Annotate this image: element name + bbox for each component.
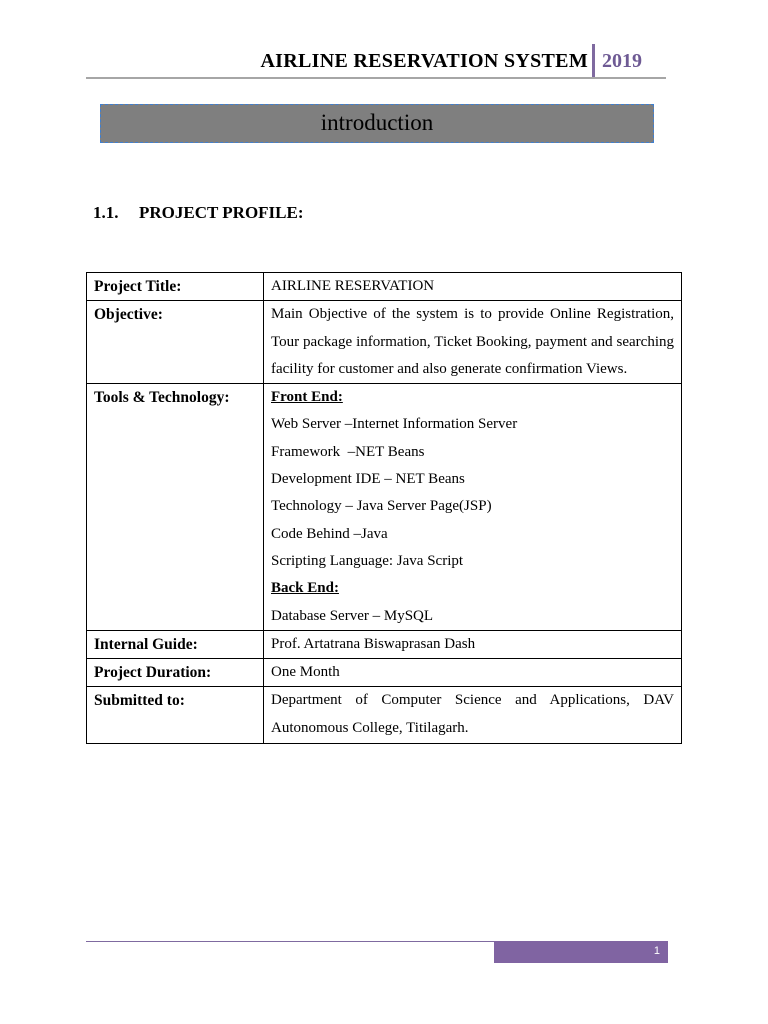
row-value bbox=[264, 384, 682, 631]
row-value: Prof. Artatrana Biswaprasan Dash bbox=[264, 630, 682, 658]
section-title: PROJECT PROFILE: bbox=[139, 203, 304, 222]
tech-item: Database Server – MySQL bbox=[271, 607, 434, 624]
row-label: Project Duration: bbox=[87, 659, 264, 687]
page-number: 1 bbox=[494, 941, 668, 963]
header-title: AIRLINE RESERVATION SYSTEM bbox=[260, 50, 588, 72]
chapter-banner: introduction bbox=[100, 104, 654, 143]
row-label: Internal Guide: bbox=[87, 630, 264, 658]
page-header bbox=[86, 42, 666, 80]
row-label: Project Title: bbox=[87, 273, 264, 301]
section-number: 1.1. bbox=[93, 203, 119, 222]
back-end-heading: Back End: bbox=[271, 580, 339, 597]
tech-item: Code Behind –Java bbox=[271, 525, 388, 542]
front-end-heading: Front End: bbox=[271, 389, 343, 406]
tech-item: Web Server –Internet Information Server bbox=[271, 416, 518, 433]
table-row bbox=[87, 273, 682, 301]
tech-item: Scripting Language: Java Script bbox=[271, 552, 464, 569]
header-year: 2019 bbox=[602, 50, 642, 72]
table-row bbox=[87, 687, 682, 744]
table-row bbox=[87, 384, 682, 631]
row-label: Tools & Technology: bbox=[87, 384, 264, 631]
table-row bbox=[87, 659, 682, 687]
row-value: AIRLINE RESERVATION bbox=[264, 273, 682, 301]
row-value: Main Objective of the system is to provide Online Registration, Tour package information, Ticket Booking, payment and searching facility for customer and also generate confirmation Views. bbox=[264, 301, 682, 384]
row-label: Submitted to: bbox=[87, 687, 264, 744]
row-label: Objective: bbox=[87, 301, 264, 384]
table-row bbox=[87, 301, 682, 384]
section-heading bbox=[93, 203, 304, 223]
header-divider bbox=[592, 44, 595, 78]
tech-item: Framework –NET Beans bbox=[271, 443, 425, 460]
tech-item: Technology – Java Server Page(JSP) bbox=[271, 498, 492, 515]
table-row bbox=[87, 630, 682, 658]
header-rule bbox=[86, 77, 666, 79]
row-value: One Month bbox=[264, 659, 682, 687]
row-value: Department of Computer Science and Applications, DAV Autonomous College, Titilagarh. bbox=[264, 687, 682, 744]
footer-rule bbox=[86, 941, 494, 942]
project-profile-table bbox=[86, 272, 682, 744]
tech-item: Development IDE – NET Beans bbox=[271, 471, 465, 488]
